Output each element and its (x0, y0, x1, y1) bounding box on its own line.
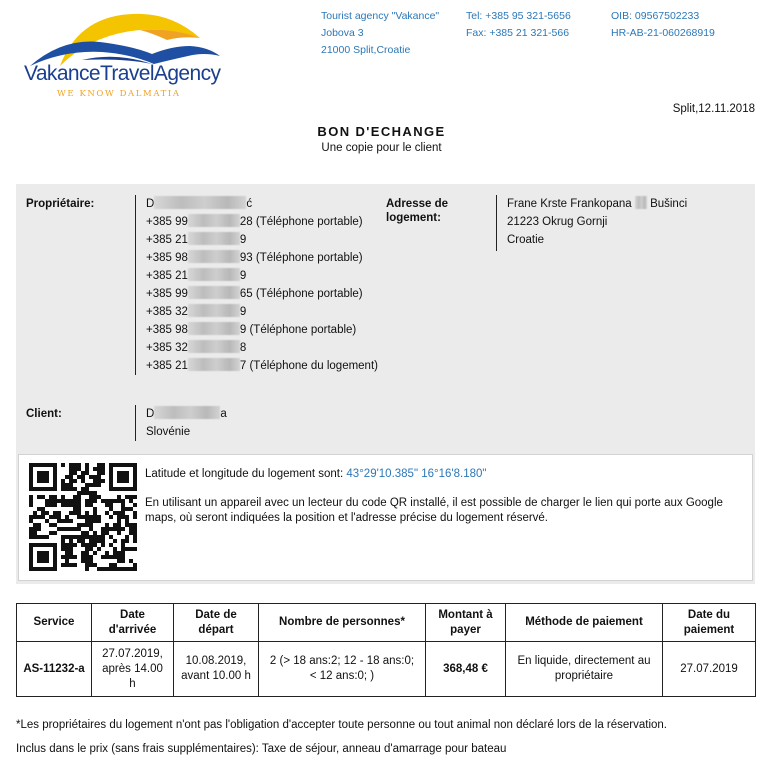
client-details (135, 405, 227, 441)
location-qr-code-icon[interactable] (29, 463, 137, 571)
redaction-mark (188, 304, 240, 317)
accommodation-city: 21223 Okrug Gornji (507, 216, 608, 228)
logo-slogan: WE KNOW DALMATIA (57, 89, 181, 99)
agency-oib: OIB: 09567502233 (611, 10, 700, 22)
col-departure: Date de départ (174, 604, 259, 642)
redaction-mark (635, 196, 647, 209)
cell-amount: 368,48 € (426, 642, 506, 697)
booking-table (16, 603, 756, 697)
location-text (145, 467, 745, 527)
agency-street: Jobova 3 (321, 27, 364, 39)
redaction-mark (154, 196, 246, 209)
agency-fax: Fax: +385 21 321-566 (466, 27, 570, 39)
col-arrival: Date d'arrivée (92, 604, 174, 642)
accommodation-country: Croatie (507, 234, 545, 246)
owner-phone: +385 21 7 (Téléphone du logement) (146, 360, 378, 372)
agency-phones (466, 8, 571, 42)
redaction-mark (188, 268, 240, 281)
agency-name: Tourist agency "Vakance" (321, 10, 440, 22)
owner-phone: +385 21 9 (146, 234, 247, 246)
accommodation-address (496, 195, 687, 251)
col-amount: Montant à payer (426, 604, 506, 642)
owner-name: D ć (146, 198, 253, 210)
cell-service: AS-11232-a (17, 642, 92, 697)
agency-ids (611, 8, 715, 42)
cell-method: En liquide, directement au propriétaire (506, 642, 663, 697)
redaction-mark (188, 214, 240, 227)
location-box (18, 454, 753, 581)
location-coords: 43°29'10.385" 16°16'8.180" (346, 468, 487, 480)
table-header-row (17, 604, 756, 642)
col-paydate: Date du paiement (663, 604, 756, 642)
included-note: Inclus dans le prix (sans frais supplémentaires): Taxe de séjour, anneau d'amarrage pour bateau (16, 743, 507, 755)
owner-phone: +385 98 93 (Téléphone portable) (146, 252, 363, 264)
redaction-mark (188, 322, 240, 335)
agency-registration: HR-AB-21-060268919 (611, 27, 715, 39)
document-title: BON D'ECHANGE (317, 124, 446, 139)
owner-phone: +385 32 8 (146, 342, 247, 354)
col-method: Méthode de paiement (506, 604, 663, 642)
owner-details (135, 195, 378, 375)
redaction-mark (188, 232, 240, 245)
redaction-mark (188, 250, 240, 263)
table-row (17, 642, 756, 697)
location-coords-lead: Latitude et longitude du logement sont: (145, 468, 347, 480)
owner-phone: +385 32 9 (146, 306, 247, 318)
agency-address (321, 8, 439, 59)
document-subtitle: Une copie pour le client (321, 142, 442, 154)
client-label: Client: (26, 408, 62, 420)
accommodation-street: Frane Krste Frankopana Bušinci (507, 198, 688, 210)
agency-tel: Tel: +385 95 321-5656 (466, 10, 571, 22)
redaction-mark (188, 358, 240, 371)
redaction-mark (188, 340, 240, 353)
client-name: D a (146, 408, 227, 420)
location-coords-line (145, 467, 745, 483)
accommodation-label: Adresse de logement: (386, 198, 449, 224)
cell-paydate: 27.07.2019 (663, 642, 756, 697)
owner-phone: +385 99 65 (Téléphone portable) (146, 288, 363, 300)
reservation-info-panel (16, 184, 755, 584)
disclaimer-note: *Les propriétaires du logement n'ont pas l'obligation d'accepter toute personne ou tout animal non déclaré lors de la réservation. (16, 719, 667, 731)
col-service: Service (17, 604, 92, 642)
client-country: Slovénie (146, 426, 191, 438)
logo-sun-wave-graphic (22, 8, 227, 68)
owner-phone: +385 21 9 (146, 270, 247, 282)
cell-persons: 2 (> 18 ans:2; 12 - 18 ans:0; < 12 ans:0; ) (259, 642, 426, 697)
col-persons: Nombre de personnes* (259, 604, 426, 642)
logo-wordmark: VakanceTravelAgency (24, 62, 221, 85)
redaction-mark (188, 286, 240, 299)
agency-city: 21000 Split,Croatie (321, 44, 411, 56)
location-description: En utilisant un appareil avec un lecteur du code QR installé, il est possible de charger le lien qui porte aux Google maps, où seront indiquées la position et l'adresse précise du logement réservé. (145, 496, 723, 524)
owner-phone: +385 98 9 (Téléphone portable) (146, 324, 357, 336)
owner-label: Propriétaire: (26, 198, 95, 210)
cell-arrival: 27.07.2019, après 14.00 h (92, 642, 174, 697)
document-date: Split,12.11.2018 (672, 103, 755, 115)
redaction-mark (154, 406, 220, 419)
cell-departure: 10.08.2019, avant 10.00 h (174, 642, 259, 697)
owner-phone: +385 99 28 (Téléphone portable) (146, 216, 363, 228)
